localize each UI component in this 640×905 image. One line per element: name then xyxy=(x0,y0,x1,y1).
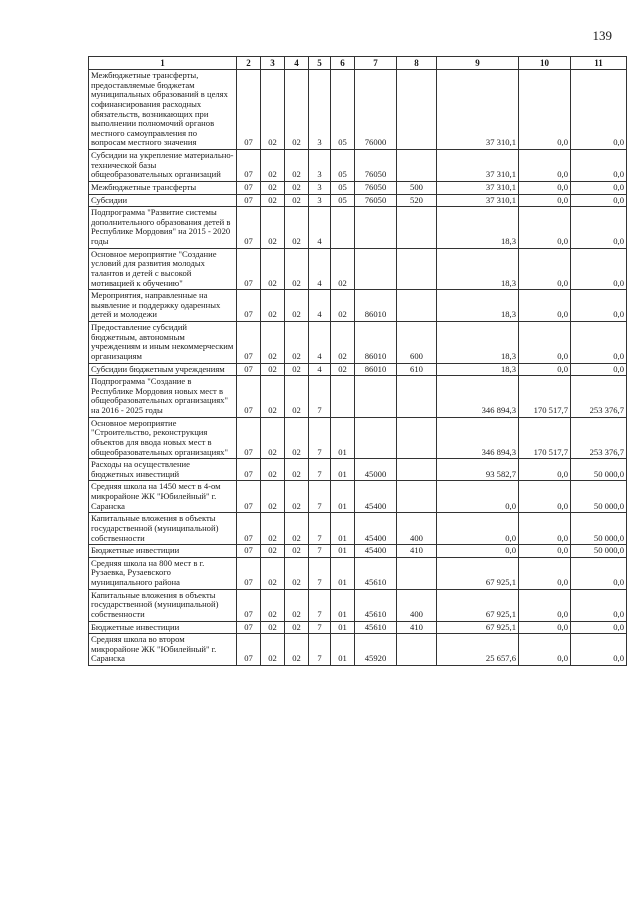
code-col-7 xyxy=(355,376,397,418)
row-name: Бюджетные инвестиции xyxy=(89,545,237,558)
code-col-6 xyxy=(331,376,355,418)
code-col-5: 7 xyxy=(309,621,331,634)
amount-col-10: 0,0 xyxy=(519,481,571,513)
table-row xyxy=(89,150,627,182)
amount-col-11: 0,0 xyxy=(571,194,627,207)
amount-col-9: 67 925,1 xyxy=(437,621,519,634)
code-col-6: 01 xyxy=(331,459,355,481)
amount-col-9: 0,0 xyxy=(437,513,519,545)
amount-col-11: 0,0 xyxy=(571,70,627,150)
code-col-7: 86010 xyxy=(355,322,397,364)
amount-col-10: 0,0 xyxy=(519,363,571,376)
code-col-6: 02 xyxy=(331,248,355,290)
amount-col-11: 0,0 xyxy=(571,557,627,589)
code-col-7: 45610 xyxy=(355,621,397,634)
amount-col-9: 37 310,1 xyxy=(437,70,519,150)
row-name: Субсидии xyxy=(89,194,237,207)
row-name: Расходы на осуществление бюджетных инвестиций xyxy=(89,459,237,481)
code-col-2: 07 xyxy=(237,290,261,322)
amount-col-11: 0,0 xyxy=(571,322,627,364)
table-row xyxy=(89,363,627,376)
code-col-3: 02 xyxy=(261,417,285,459)
row-name: Бюджетные инвестиции xyxy=(89,621,237,634)
code-col-5: 4 xyxy=(309,248,331,290)
code-col-6 xyxy=(331,207,355,249)
code-col-6: 05 xyxy=(331,70,355,150)
code-col-6: 01 xyxy=(331,557,355,589)
code-col-4: 02 xyxy=(285,417,309,459)
amount-col-10: 0,0 xyxy=(519,248,571,290)
column-header-8: 8 xyxy=(397,57,437,70)
code-col-6: 01 xyxy=(331,634,355,666)
amount-col-10: 0,0 xyxy=(519,621,571,634)
table-row xyxy=(89,589,627,621)
page-number: 139 xyxy=(592,28,612,43)
code-col-7 xyxy=(355,417,397,459)
code-col-4: 02 xyxy=(285,150,309,182)
amount-col-9: 18,3 xyxy=(437,322,519,364)
row-name: Субсидии на укрепление материально-технической базы общеобразовательных организаций xyxy=(89,150,237,182)
code-col-3: 02 xyxy=(261,545,285,558)
code-col-2: 07 xyxy=(237,545,261,558)
code-col-2: 07 xyxy=(237,481,261,513)
code-col-4: 02 xyxy=(285,589,309,621)
code-col-8: 520 xyxy=(397,194,437,207)
code-col-3: 02 xyxy=(261,459,285,481)
code-col-7: 86010 xyxy=(355,363,397,376)
code-col-8 xyxy=(397,248,437,290)
amount-col-11: 0,0 xyxy=(571,207,627,249)
code-col-3: 02 xyxy=(261,481,285,513)
code-col-6: 05 xyxy=(331,194,355,207)
code-col-3: 02 xyxy=(261,634,285,666)
code-col-5: 7 xyxy=(309,557,331,589)
amount-col-10: 0,0 xyxy=(519,322,571,364)
code-col-5: 7 xyxy=(309,634,331,666)
row-name: Межбюджетные трансферты xyxy=(89,181,237,194)
amount-col-11: 253 376,7 xyxy=(571,417,627,459)
code-col-2: 07 xyxy=(237,417,261,459)
code-col-2: 07 xyxy=(237,181,261,194)
table-header xyxy=(89,57,627,70)
code-col-8: 500 xyxy=(397,181,437,194)
column-header-2: 2 xyxy=(237,57,261,70)
code-col-3: 02 xyxy=(261,513,285,545)
code-col-3: 02 xyxy=(261,150,285,182)
column-header-9: 9 xyxy=(437,57,519,70)
amount-col-11: 0,0 xyxy=(571,150,627,182)
code-col-3: 02 xyxy=(261,207,285,249)
code-col-5: 7 xyxy=(309,589,331,621)
code-col-4: 02 xyxy=(285,481,309,513)
code-col-6: 01 xyxy=(331,589,355,621)
code-col-2: 07 xyxy=(237,194,261,207)
code-col-2: 07 xyxy=(237,363,261,376)
amount-col-10: 0,0 xyxy=(519,150,571,182)
row-name: Основное мероприятие "Строительство, реконструкция объектов для ввода новых мест в общеобразовательных организациях" xyxy=(89,417,237,459)
table-row xyxy=(89,207,627,249)
code-col-5: 3 xyxy=(309,181,331,194)
code-col-2: 07 xyxy=(237,589,261,621)
code-col-4: 02 xyxy=(285,70,309,150)
amount-col-11: 0,0 xyxy=(571,589,627,621)
amount-col-10: 0,0 xyxy=(519,459,571,481)
code-col-4: 02 xyxy=(285,459,309,481)
amount-col-11: 0,0 xyxy=(571,290,627,322)
code-col-8 xyxy=(397,207,437,249)
amount-col-11: 253 376,7 xyxy=(571,376,627,418)
code-col-8: 410 xyxy=(397,621,437,634)
code-col-5: 4 xyxy=(309,322,331,364)
code-col-6: 01 xyxy=(331,621,355,634)
code-col-4: 02 xyxy=(285,634,309,666)
table-row xyxy=(89,181,627,194)
code-col-8 xyxy=(397,459,437,481)
code-col-6: 02 xyxy=(331,363,355,376)
row-name: Межбюджетные трансферты, предоставляемые бюджетам муниципальных образований в целях софинансирования расходных обязательств, возникающих при выполнении полномочий органов местного самоуправления по вопросам местного значения xyxy=(89,70,237,150)
code-col-4: 02 xyxy=(285,621,309,634)
table-row xyxy=(89,459,627,481)
column-header-10: 10 xyxy=(519,57,571,70)
column-header-5: 5 xyxy=(309,57,331,70)
amount-col-10: 0,0 xyxy=(519,634,571,666)
amount-col-9: 67 925,1 xyxy=(437,589,519,621)
code-col-4: 02 xyxy=(285,545,309,558)
code-col-8 xyxy=(397,557,437,589)
amount-col-11: 50 000,0 xyxy=(571,481,627,513)
amount-col-9: 18,3 xyxy=(437,363,519,376)
column-header-3: 3 xyxy=(261,57,285,70)
column-header-11: 11 xyxy=(571,57,627,70)
code-col-2: 07 xyxy=(237,634,261,666)
code-col-4: 02 xyxy=(285,557,309,589)
code-col-8 xyxy=(397,70,437,150)
amount-col-10: 0,0 xyxy=(519,70,571,150)
code-col-8: 610 xyxy=(397,363,437,376)
code-col-3: 02 xyxy=(261,589,285,621)
code-col-5: 7 xyxy=(309,459,331,481)
row-name: Капитальные вложения в объекты государственной (муниципальной) собственности xyxy=(89,513,237,545)
code-col-8: 600 xyxy=(397,322,437,364)
table-row xyxy=(89,70,627,150)
code-col-5: 3 xyxy=(309,70,331,150)
code-col-5: 7 xyxy=(309,417,331,459)
amount-col-11: 0,0 xyxy=(571,248,627,290)
code-col-5: 3 xyxy=(309,194,331,207)
amount-col-10: 0,0 xyxy=(519,513,571,545)
row-name: Подпрограмма "Создание в Республике Мордовия новых мест в общеобразовательных организациях" на 2016 - 2025 годы xyxy=(89,376,237,418)
code-col-2: 07 xyxy=(237,248,261,290)
row-name: Капитальные вложения в объекты государственной (муниципальной) собственности xyxy=(89,589,237,621)
code-col-7: 45920 xyxy=(355,634,397,666)
code-col-7: 76050 xyxy=(355,150,397,182)
code-col-8 xyxy=(397,376,437,418)
code-col-7: 76000 xyxy=(355,70,397,150)
column-header-4: 4 xyxy=(285,57,309,70)
amount-col-9: 37 310,1 xyxy=(437,194,519,207)
column-header-7: 7 xyxy=(355,57,397,70)
code-col-5: 7 xyxy=(309,513,331,545)
amount-col-9: 37 310,1 xyxy=(437,150,519,182)
code-col-4: 02 xyxy=(285,376,309,418)
amount-col-9: 0,0 xyxy=(437,481,519,513)
code-col-2: 07 xyxy=(237,322,261,364)
code-col-3: 02 xyxy=(261,376,285,418)
table-row xyxy=(89,322,627,364)
amount-col-10: 0,0 xyxy=(519,290,571,322)
code-col-6: 02 xyxy=(331,290,355,322)
code-col-4: 02 xyxy=(285,290,309,322)
code-col-4: 02 xyxy=(285,363,309,376)
amount-col-10: 0,0 xyxy=(519,557,571,589)
code-col-3: 02 xyxy=(261,70,285,150)
table-row xyxy=(89,194,627,207)
code-col-6: 01 xyxy=(331,513,355,545)
code-col-6: 01 xyxy=(331,545,355,558)
table-row xyxy=(89,290,627,322)
code-col-4: 02 xyxy=(285,322,309,364)
amount-col-9: 346 894,3 xyxy=(437,417,519,459)
header-row xyxy=(89,57,627,70)
code-col-4: 02 xyxy=(285,181,309,194)
code-col-6: 01 xyxy=(331,481,355,513)
code-col-2: 07 xyxy=(237,70,261,150)
code-col-6: 02 xyxy=(331,322,355,364)
code-col-3: 02 xyxy=(261,248,285,290)
code-col-7: 45400 xyxy=(355,545,397,558)
code-col-7: 76050 xyxy=(355,181,397,194)
amount-col-9: 37 310,1 xyxy=(437,181,519,194)
code-col-6: 01 xyxy=(331,417,355,459)
amount-col-9: 18,3 xyxy=(437,207,519,249)
amount-col-10: 170 517,7 xyxy=(519,417,571,459)
amount-col-9: 67 925,1 xyxy=(437,557,519,589)
code-col-7: 45610 xyxy=(355,589,397,621)
table-row xyxy=(89,545,627,558)
code-col-2: 07 xyxy=(237,207,261,249)
table-row xyxy=(89,417,627,459)
code-col-2: 07 xyxy=(237,459,261,481)
amount-col-10: 0,0 xyxy=(519,194,571,207)
amount-col-9: 0,0 xyxy=(437,545,519,558)
code-col-4: 02 xyxy=(285,194,309,207)
amount-col-9: 25 657,6 xyxy=(437,634,519,666)
amount-col-11: 0,0 xyxy=(571,621,627,634)
code-col-8: 400 xyxy=(397,589,437,621)
code-col-4: 02 xyxy=(285,207,309,249)
table-body xyxy=(89,70,627,666)
code-col-5: 3 xyxy=(309,150,331,182)
code-col-7: 45400 xyxy=(355,481,397,513)
table-row xyxy=(89,621,627,634)
amount-col-9: 18,3 xyxy=(437,248,519,290)
amount-col-10: 0,0 xyxy=(519,207,571,249)
code-col-2: 07 xyxy=(237,376,261,418)
code-col-2: 07 xyxy=(237,513,261,545)
row-name: Предоставление субсидий бюджетным, автономным учреждениям и иным некоммерческим организациям xyxy=(89,322,237,364)
amount-col-11: 0,0 xyxy=(571,363,627,376)
code-col-8: 400 xyxy=(397,513,437,545)
table-row xyxy=(89,481,627,513)
code-col-3: 02 xyxy=(261,181,285,194)
table-row xyxy=(89,376,627,418)
code-col-4: 02 xyxy=(285,513,309,545)
code-col-3: 02 xyxy=(261,322,285,364)
code-col-8 xyxy=(397,481,437,513)
table-row xyxy=(89,557,627,589)
row-name: Основное мероприятие "Создание условий для развития молодых талантов и детей с высокой мотивацией к обучению" xyxy=(89,248,237,290)
code-col-2: 07 xyxy=(237,621,261,634)
row-name: Средняя школа на 800 мест в г. Рузаевка, Рузаевского муниципального района xyxy=(89,557,237,589)
code-col-7: 45000 xyxy=(355,459,397,481)
column-header-6: 6 xyxy=(331,57,355,70)
column-header-1: 1 xyxy=(89,57,237,70)
code-col-5: 7 xyxy=(309,376,331,418)
code-col-5: 7 xyxy=(309,481,331,513)
budget-table xyxy=(88,56,627,666)
code-col-7: 45610 xyxy=(355,557,397,589)
code-col-8 xyxy=(397,417,437,459)
row-name: Мероприятия, направленные на выявление и поддержку одаренных детей и молодежи xyxy=(89,290,237,322)
amount-col-11: 0,0 xyxy=(571,181,627,194)
amount-col-10: 0,0 xyxy=(519,589,571,621)
row-name: Субсидии бюджетным учреждениям xyxy=(89,363,237,376)
amount-col-11: 0,0 xyxy=(571,634,627,666)
code-col-5: 4 xyxy=(309,363,331,376)
table-row xyxy=(89,513,627,545)
code-col-7: 76050 xyxy=(355,194,397,207)
code-col-3: 02 xyxy=(261,290,285,322)
code-col-3: 02 xyxy=(261,557,285,589)
row-name: Подпрограмма "Развитие системы дополнительного образования детей в Республике Мордовия" на 2015 - 2020 годы xyxy=(89,207,237,249)
code-col-7: 45400 xyxy=(355,513,397,545)
amount-col-10: 170 517,7 xyxy=(519,376,571,418)
code-col-2: 07 xyxy=(237,150,261,182)
amount-col-9: 346 894,3 xyxy=(437,376,519,418)
table-row xyxy=(89,634,627,666)
code-col-4: 02 xyxy=(285,248,309,290)
amount-col-11: 50 000,0 xyxy=(571,545,627,558)
amount-col-9: 93 582,7 xyxy=(437,459,519,481)
code-col-8 xyxy=(397,290,437,322)
code-col-7: 86010 xyxy=(355,290,397,322)
code-col-5: 7 xyxy=(309,545,331,558)
code-col-8: 410 xyxy=(397,545,437,558)
code-col-3: 02 xyxy=(261,194,285,207)
code-col-3: 02 xyxy=(261,363,285,376)
row-name: Средняя школа во втором микрорайоне ЖК "Юбилейный" г. Саранска xyxy=(89,634,237,666)
row-name: Средняя школа на 1450 мест в 4-ом микрорайоне ЖК "Юбилейный" г. Саранска xyxy=(89,481,237,513)
code-col-7 xyxy=(355,207,397,249)
amount-col-11: 50 000,0 xyxy=(571,459,627,481)
table-row xyxy=(89,248,627,290)
code-col-7 xyxy=(355,248,397,290)
code-col-6: 05 xyxy=(331,181,355,194)
amount-col-11: 50 000,0 xyxy=(571,513,627,545)
code-col-8 xyxy=(397,634,437,666)
code-col-6: 05 xyxy=(331,150,355,182)
code-col-2: 07 xyxy=(237,557,261,589)
code-col-5: 4 xyxy=(309,290,331,322)
code-col-3: 02 xyxy=(261,621,285,634)
amount-col-10: 0,0 xyxy=(519,545,571,558)
amount-col-9: 18,3 xyxy=(437,290,519,322)
code-col-5: 4 xyxy=(309,207,331,249)
code-col-8 xyxy=(397,150,437,182)
amount-col-10: 0,0 xyxy=(519,181,571,194)
